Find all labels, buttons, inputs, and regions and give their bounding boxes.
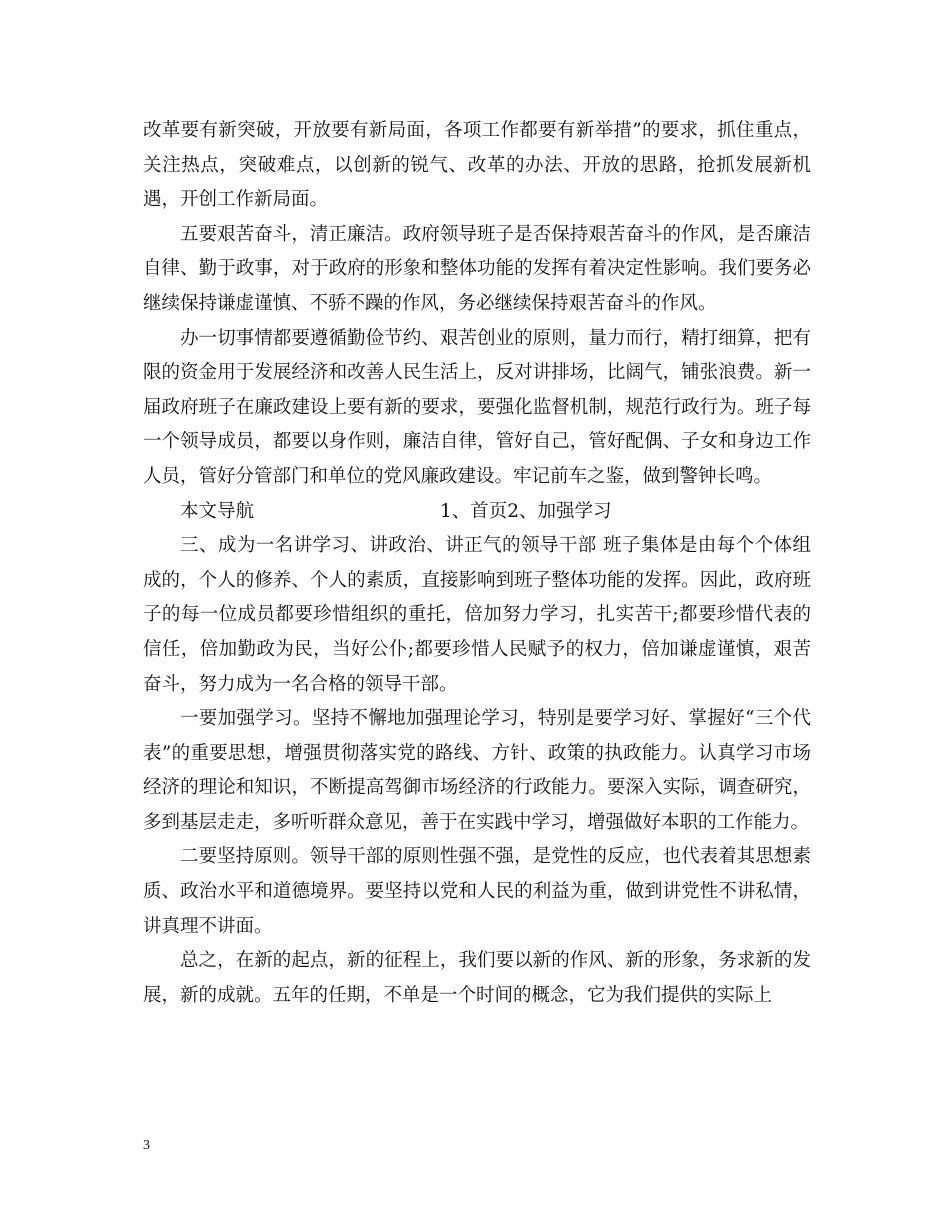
article-navigation-links (440, 495, 612, 530)
article-navigation (143, 495, 811, 530)
page-number: 3 (143, 1138, 150, 1153)
paragraph-frugality: 办一切事情都要遵循勤俭节约、艰苦创业的原则，量力而行，精打细算，把有限的资金用于发展经济和改善人民生活上，反对讲排场，比阔气，铺张浪费。新一届政府班子在廉政建设上要有新的要求，要强化监督机制，规范行政行为。班子每一个领导成员，都要以身作则，廉洁自律，管好自己，管好配偶、子女和身边工作人员，管好分管部门和单位的党风廉政建设。牢记前车之鉴，做到警钟长鸣。 (143, 327, 811, 487)
nav-link-strengthen-study[interactable]: 2、加强学习 (507, 500, 612, 522)
paragraph-adhere-principles: 二要坚持原则。领导干部的原则性强不强，是党性的反应，也代表着其思想素质、政治水平和道德境界。要坚持以党和人民的利益为重，做到讲党性不讲私情，讲真理不讲面。 (143, 846, 811, 937)
paragraph-hard-work-integrity: 五要艰苦奋斗，清正廉洁。政府领导班子是否保持艰苦奋斗的作风，是否廉洁自律、勤于政事，对于政府的形象和整体功能的发挥有着决定性影响。我们要务必继续保持谦虚谨慎、不骄不躁的作风，务必继续保持艰苦奋斗的作风。 (143, 223, 811, 314)
paragraph-conclusion: 总之，在新的起点，新的征程上，我们要以新的作风、新的形象，务求新的发展，新的成就。五年的任期，不单是一个时间的概念，它为我们提供的实际上 (143, 950, 811, 1006)
paragraph-continuation: 改革要有新突破，开放要有新局面，各项工作都要有新举措”的要求，抓住重点，关注热点，突破难点，以创新的锐气、改革的办法、开放的思路，抢抓发展新机遇，开创工作新局面。 (143, 120, 811, 211)
document-body (143, 114, 811, 1013)
paragraph-section-three: 三、成为一名讲学习、讲政治、讲正气的领导干部 班子集体是由每个个体组成的，个人的修养、个人的素质，直接影响到班子整体功能的发挥。因此，政府班子的每一位成员都要珍惜组织的重托，倍加努力学习，扎实苦干;都要珍惜代表的信任，倍加勤政为民，当好公仆;都要珍惜人民赋予的权力，倍加谦虚谨慎，艰苦奋斗，努力成为一名合格的领导干部。 (143, 535, 811, 695)
article-navigation-title: 本文导航 (180, 500, 255, 522)
nav-link-home[interactable]: 1、首页 (440, 500, 508, 522)
paragraph-strengthen-study: 一要加强学习。坚持不懈地加强理论学习，特别是要学习好、掌握好“三个代表”的重要思想，增强贯彻落实党的路线、方针、政策的执政能力。认真学习市场经济的理论和知识，不断提高驾御市场经济的行政能力。要深入实际，调查研究，多到基层走走，多听听群众意见，善于在实践中学习，增强做好本职的工作能力。 (143, 708, 811, 833)
